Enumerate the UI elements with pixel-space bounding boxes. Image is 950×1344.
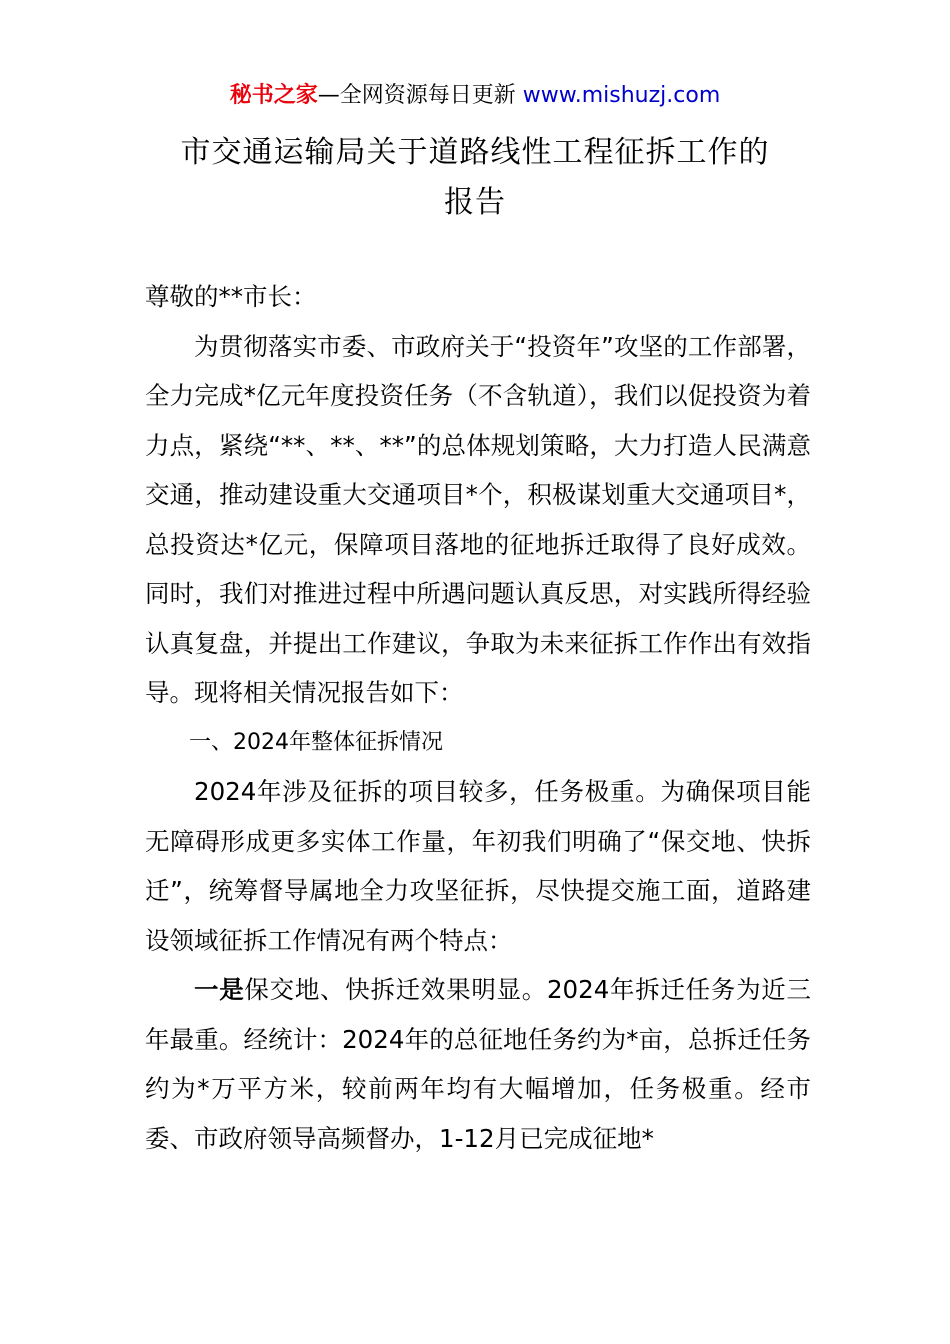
point-one-text: 保交地、快拆迁效果明显。2024年拆迁任务为近三年最重。经统计：2024年的总征地任务约为*亩，总拆迁任务约为*万平方米，较前两年均有大幅增加，任务极重。经市委、市政府领导高频督办，1-12月已完成征地* <box>145 975 811 1153</box>
brand-name: 秘书之家 <box>229 83 318 108</box>
header-tagline: —全网资源每日更新 <box>317 83 523 108</box>
document-title <box>100 128 850 228</box>
title-line-1: 市交通运输局关于道路线性工程征拆工作的 <box>180 135 770 170</box>
paragraph-intro: 为贯彻落实市委、市政府关于“投资年”攻坚的工作部署，全力完成*亿元年度投资任务（不含轨道），我们以促投资为着力点，紧绕“**、**、**”的总体规划策略，大力打造人民满意交通，推动建设重大交通项目*个，积极谋划重大交通项目*，总投资达*亿元，保障项目落地的征地拆迁取得了良好成效。同时，我们对推进过程中所遇问题认真反思，对实践所得经验认真复盘，并提出工作建议，争取为未来征拆工作作出有效指导。现将相关情况报告如下： <box>145 331 811 707</box>
paragraph-overview: 2024年涉及征拆的项目较多，任务极重。为确保项目能无障碍形成更多实体工作量，年初我们明确了“保交地、快拆迁”，统筹督导属地全力攻坚征拆，尽快提交施工面，道路建设领域征拆工作情况有两个特点： <box>145 777 811 955</box>
site-url[interactable]: www.mishuzj.com <box>522 83 721 108</box>
title-line-2: 报告 <box>444 185 506 220</box>
section-heading-1: 一、2024年整体征拆情况 <box>189 729 443 755</box>
salutation: 尊敬的**市长： <box>145 282 317 311</box>
point-one-lead: 一是 <box>194 975 245 1004</box>
paragraph-point-one <box>145 965 811 1163</box>
document-body <box>145 272 811 1163</box>
site-header <box>0 80 950 112</box>
